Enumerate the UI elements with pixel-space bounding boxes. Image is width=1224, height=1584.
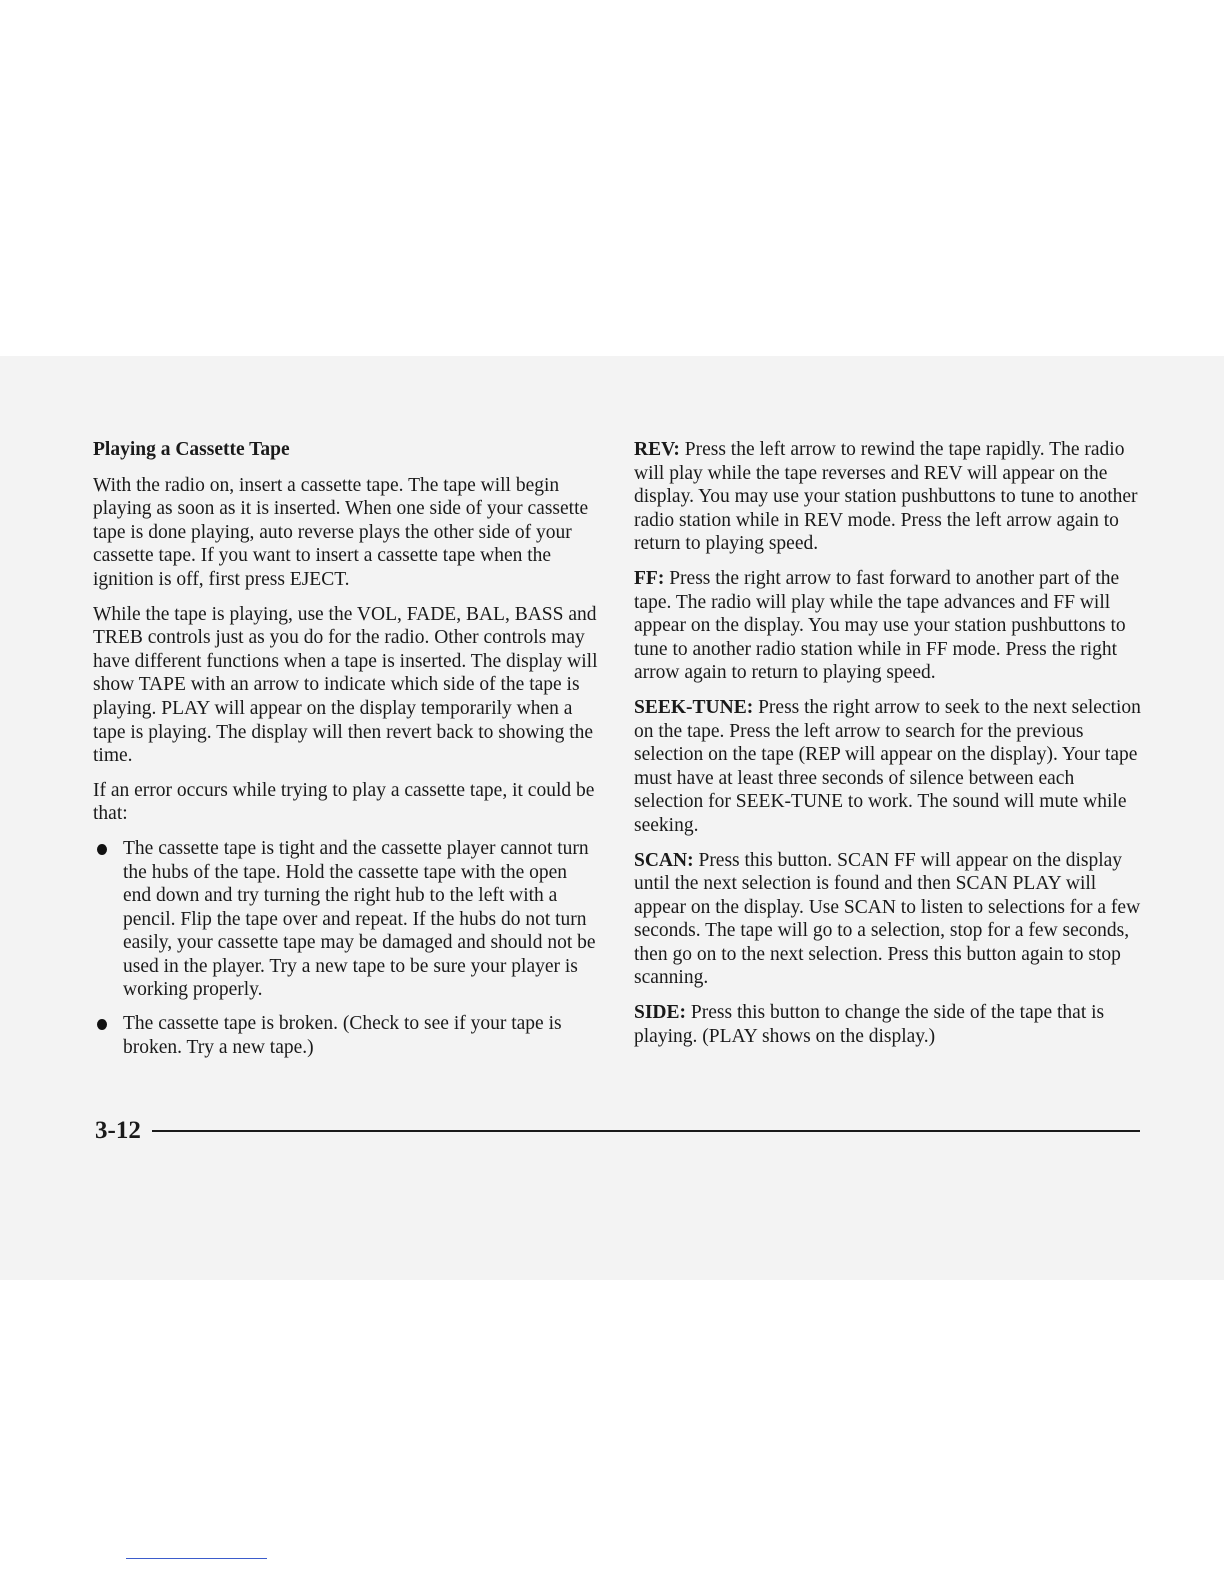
bullet-item [93,1012,598,1059]
ff-term: FF: [634,567,665,589]
side-entry [634,1001,1144,1048]
scan-entry [634,849,1144,991]
rev-entry [634,438,1144,556]
footer-rule [152,1130,1140,1132]
rev-text: Press the left arrow to rewind the tape rapidly. The radio will play while the tape reverses and REV will appear on the display. You may use your station pushbuttons to tune to another radio station while in REV mode. Press the left arrow again to return to playing speed. [634,439,1138,555]
page-footer [95,1116,1140,1146]
seek-tune-term: SEEK-TUNE: [634,696,754,718]
bullet-icon [97,844,107,855]
bullet-item [93,837,598,1002]
right-column [634,438,1144,1059]
section-title: Playing a Cassette Tape [93,439,290,460]
error-paragraph: If an error occurs while trying to play a cassette tape, it could be that: [93,779,595,825]
bullet-text: The cassette tape is tight and the cassette player cannot turn the hubs of the tape. Hold the cassette tape with the open end down and try turning the right hub to the left with a pencil. Flip the tape over and repeat. If the hubs do not turn easily, your cassette tape may be damaged and should not be used in the player. Try a new tape to be sure your player is working properly. [123,837,596,1001]
page-number: 3-12 [95,1117,141,1144]
scan-text: Press this button. SCAN FF will appear on the display until the next selection is found and then SCAN PLAY will appear on the display. Use SCAN to listen to selections for a few seconds. The tape will go to a selection, stop for a few seconds, then go on to the next selection. Press this button again to stop scanning. [634,849,1141,989]
bullet-text: The cassette tape is broken. (Check to see if your tape is broken. Try a new tape.) [123,1013,562,1058]
bullet-icon [97,1019,107,1030]
controls-paragraph: While the tape is playing, use the VOL, FADE, BAL, BASS and TREB controls just as you do for the radio. Other controls may have different functions when a tape is inserted. The display will show TAPE with an arrow to indicate which side of the tape is playing. PLAY will appear on the display temporarily when a tape is playing. The display will then revert back to showing the time. [93,603,598,767]
ff-text: Press the right arrow to fast forward to another part of the tape. The radio will play while the tape advances and FF will appear on the display. You may use your station pushbuttons to tune to another radio station while in FF mode. Press the right arrow again to return to playing speed. [634,567,1126,684]
error-bullet-list [93,837,598,1059]
intro-paragraph: With the radio on, insert a cassette tape. The tape will begin playing as soon as it is inserted. When one side of your cassette tape is done playing, auto reverse plays the other side of your cassette tape. If you want to insert a cassette tape when the ignition is off, first press EJECT. [93,474,589,590]
rev-term: REV: [634,439,680,460]
side-term: SIDE: [634,1002,687,1024]
ff-entry [634,567,1144,685]
seek-tune-text: Press the right arrow to seek to the next selection on the tape. Press the left arrow to search for the previous selection on the tape (REP will appear on the display). Your tape must have at least three seconds of silence between each selection for SEEK-TUNE to work. The sound will mute while seeking. [634,696,1141,836]
seek-tune-entry [634,696,1144,838]
scan-term: SCAN: [634,849,694,871]
side-text: Press this button to change the side of the tape that is playing. (PLAY shows on the display.) [634,1002,1105,1047]
left-column [93,438,598,1069]
bottom-link-underline[interactable] [126,1558,267,1559]
